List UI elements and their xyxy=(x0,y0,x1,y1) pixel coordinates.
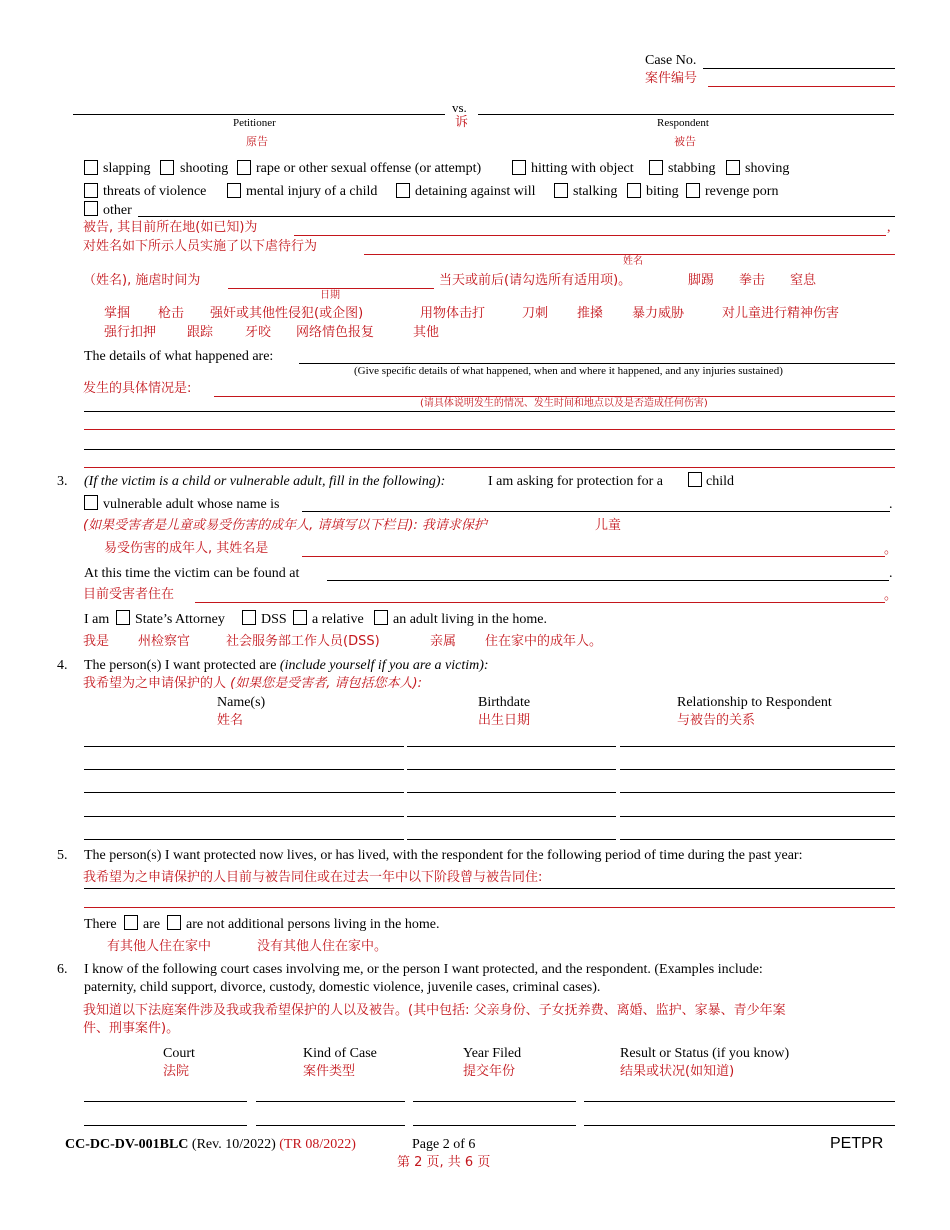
zh-victim-line xyxy=(364,254,895,255)
s3-zh-role-2: 亲属 xyxy=(430,634,457,649)
s5-text: The person(s) I want protected now lives, or has lived, with the respondent for the following period of time during the past year: xyxy=(84,848,803,863)
opt-revenge-porn: revenge porn xyxy=(705,184,779,199)
footer-form-id: CC-DC-DV-001BLC xyxy=(65,1137,189,1152)
s3-zh-location-line xyxy=(195,602,885,603)
s3-zh-role-3: 住在家中的成年人。 xyxy=(485,634,603,649)
s5-are: are xyxy=(143,917,161,932)
s3-child: child xyxy=(706,474,734,489)
vs-label-zh: 诉 xyxy=(455,115,469,130)
s6-text-zh-1: 我知道以下法庭案件涉及我或我希望保护的人以及被告。(其中包括: 父亲身份、子女抚养费、离婚、监护、家暴、青少年案 xyxy=(83,1003,786,1018)
checkbox-hitting[interactable] xyxy=(512,160,526,175)
s4-row5-birth-line[interactable] xyxy=(407,839,616,840)
s3-zh-role-1: 社会服务部工作人员(DSS) xyxy=(226,634,380,649)
case-no-label-zh: 案件编号 xyxy=(645,71,698,86)
opt-biting: biting xyxy=(646,184,679,199)
s4-col-birth-zh: 出生日期 xyxy=(478,713,531,728)
s6-row1-year-line[interactable] xyxy=(413,1101,576,1102)
vs-label: vs. xyxy=(452,100,467,115)
s3-zh-period-1: 。 xyxy=(884,542,898,557)
zh-abuse-line3-a: （姓名), 施虐时间为 xyxy=(83,273,201,288)
zh-opt-bite: 牙咬 xyxy=(245,325,272,340)
zh-opt-threat: 暴力威胁 xyxy=(632,306,685,321)
details-hint-zh: (请具体说明发生的情况、发生时间和地点以及是否造成任何伤害) xyxy=(420,398,708,409)
s5-are-not-zh: 没有其他人住在家中。 xyxy=(257,939,388,954)
checkbox-threats[interactable] xyxy=(84,183,98,198)
s3-period-1: . xyxy=(889,497,893,512)
checkbox-dss[interactable] xyxy=(242,610,256,625)
s5-are-zh: 有其他人住在家中 xyxy=(107,939,212,954)
s3-role-dss: DSS xyxy=(261,612,287,627)
s4-title-zh xyxy=(83,677,422,690)
zh-opt-stab: 刀刺 xyxy=(522,306,549,321)
details-label: The details of what happened are: xyxy=(84,349,274,364)
s6-row1-result-line[interactable] xyxy=(584,1101,895,1102)
checkbox-stabbing[interactable] xyxy=(649,160,663,175)
checkbox-stalking[interactable] xyxy=(554,183,568,198)
s3-zh-i-am: 我是 xyxy=(83,634,110,649)
s3-period-2: . xyxy=(889,566,893,581)
details-zh-line-3 xyxy=(84,467,895,468)
opt-rape: rape or other sexual offense (or attempt) xyxy=(256,161,482,176)
s4-col-names: Name(s) xyxy=(217,695,266,710)
s4-row2-rel-line[interactable] xyxy=(620,769,895,770)
details-zh-line-2 xyxy=(84,429,895,430)
checkbox-mental-injury[interactable] xyxy=(227,183,241,198)
checkbox-other[interactable] xyxy=(84,201,98,216)
zh-opt-hit: 用物体击打 xyxy=(420,306,486,321)
petitioner-label-zh: 原告 xyxy=(246,135,268,148)
s4-col-birth: Birthdate xyxy=(478,695,531,710)
checkbox-slapping[interactable] xyxy=(84,160,98,175)
details-zh-line-1 xyxy=(214,396,895,397)
zh-date-label: 日期 xyxy=(320,290,340,301)
s4-row5-name-line[interactable] xyxy=(84,839,404,840)
s3-zh-intro: (如果受害者是儿童或易受伤害的成年人, 请填写以下栏目): 我请求保护 xyxy=(83,518,487,533)
victim-location-line[interactable] xyxy=(327,580,889,581)
s6-col-year-zh: 提交年份 xyxy=(463,1064,516,1079)
zh-opt-stalk: 跟踪 xyxy=(187,325,214,340)
footer-form-id-line xyxy=(65,1138,356,1152)
checkbox-shoving[interactable] xyxy=(726,160,740,175)
zh-opt-shoot: 枪击 xyxy=(158,306,185,321)
s6-row2-year-line[interactable] xyxy=(413,1125,576,1126)
s6-row2-result-line[interactable] xyxy=(584,1125,895,1126)
zh-opt-shove: 推搡 xyxy=(577,306,604,321)
s5-period-line[interactable] xyxy=(84,888,895,889)
footer-tr: (TR 08/2022) xyxy=(279,1137,356,1152)
s4-col-names-zh: 姓名 xyxy=(217,713,244,728)
details-hint: (Give specific details of what happened, when and where it happened, and any injuries sustained) xyxy=(354,365,783,377)
s5-text-zh: 我希望为之申请保护的人目前与被告同住或在过去一年中以下阶段曾与被告同住: xyxy=(83,870,543,885)
s4-number: 4. xyxy=(57,658,68,673)
zh-opt-other: 其他 xyxy=(413,325,440,340)
s4-row3-birth-line[interactable] xyxy=(407,792,616,793)
petitioner-line[interactable] xyxy=(73,114,445,115)
s4-row2-name-line[interactable] xyxy=(84,769,404,770)
checkbox-child[interactable] xyxy=(688,472,702,487)
s3-found-at-zh: 目前受害者住在 xyxy=(83,587,175,602)
s3-zh-vuln: 易受伤害的成年人, 其姓名是 xyxy=(104,541,269,556)
opt-slapping: slapping xyxy=(103,161,151,176)
opt-other: other xyxy=(103,203,132,218)
zh-opt-rape: 强奸或其他性侵犯(或企图) xyxy=(210,306,364,321)
s6-number: 6. xyxy=(57,962,68,977)
footer-code: PETPR xyxy=(830,1135,884,1152)
zh-abuse-line1: 被告, 其目前所在地(如已知)为 xyxy=(83,220,258,235)
zh-opt-punch: 拳击 xyxy=(739,273,766,288)
case-no-zh-line xyxy=(708,86,895,87)
zh-opt-slap: 掌掴 xyxy=(104,306,131,321)
zh-abuse-line3-b: 当天或前后(请勾选所有适用项)。 xyxy=(439,273,632,288)
opt-threats: threats of violence xyxy=(103,184,207,199)
checkbox-states-attorney[interactable] xyxy=(116,610,130,625)
s6-col-court: Court xyxy=(163,1046,195,1061)
details-line-1[interactable] xyxy=(299,363,895,364)
zh-name-label: 姓名 xyxy=(623,256,643,267)
s4-title-zh-italic: (如果您是受害者, 请包括您本人): xyxy=(230,676,422,691)
checkbox-are[interactable] xyxy=(124,915,138,930)
details-label-zh: 发生的具体情况是: xyxy=(83,381,192,396)
s6-row1-court-line[interactable] xyxy=(84,1101,247,1102)
s4-col-relationship-zh: 与被告的关系 xyxy=(677,713,756,728)
s4-row1-rel-line[interactable] xyxy=(620,746,895,747)
s6-col-kind-zh: 案件类型 xyxy=(303,1064,356,1079)
s5-period-zh-line xyxy=(84,907,895,908)
case-no-input-line[interactable] xyxy=(703,68,895,69)
s4-row4-name-line[interactable] xyxy=(84,816,404,817)
s3-role-adult-in-home: an adult living in the home. xyxy=(393,612,547,627)
victim-name-line[interactable] xyxy=(302,511,890,512)
petitioner-label: Petitioner xyxy=(233,117,276,129)
s6-row2-kind-line[interactable] xyxy=(256,1125,405,1126)
s3-role-relative: a relative xyxy=(312,612,364,627)
checkbox-are-not[interactable] xyxy=(167,915,181,930)
checkbox-adult-in-home[interactable] xyxy=(374,610,388,625)
s4-title-italic: (include yourself if you are a victim): xyxy=(279,658,489,673)
checkbox-revenge-porn[interactable] xyxy=(686,183,700,198)
opt-mental-injury: mental injury of a child xyxy=(246,184,378,199)
footer-page: Page 2 of 6 xyxy=(412,1137,476,1152)
s3-intro-rest: I am asking for protection for a xyxy=(488,474,663,489)
s3-role-states-attorney: State’s Attorney xyxy=(135,612,225,627)
s5-are-not: are not additional persons living in the home. xyxy=(186,917,440,932)
s3-zh-period-2: 。 xyxy=(884,588,898,603)
s5-number: 5. xyxy=(57,848,68,863)
respondent-label-zh: 被告 xyxy=(674,135,696,148)
s4-col-relationship: Relationship to Respondent xyxy=(677,695,832,710)
footer-rev: (Rev. 10/2022) xyxy=(191,1137,276,1152)
s4-title-zh-text: 我希望为之申请保护的人 xyxy=(83,676,227,691)
s4-title xyxy=(84,659,489,673)
s6-text-zh-2: 件、刑事案件)。 xyxy=(83,1021,180,1036)
s5-there: There xyxy=(84,917,117,932)
zh-opt-mental: 对儿童进行精神伤害 xyxy=(722,306,840,321)
opt-detaining: detaining against will xyxy=(415,184,536,199)
zh-opt-revenge: 网络情色报复 xyxy=(296,325,375,340)
opt-hitting: hitting with object xyxy=(531,161,634,176)
zh-comma: , xyxy=(887,220,891,235)
s3-zh-role-0: 州检察官 xyxy=(138,634,191,649)
details-line-3[interactable] xyxy=(84,449,895,450)
s3-intro-italic: (If the victim is a child or vulnerable adult, fill in the following): xyxy=(84,474,446,489)
s6-text-2: paternity, child support, divorce, custody, domestic violence, juvenile cases, criminal cases). xyxy=(84,980,601,995)
s3-number: 3. xyxy=(57,474,68,489)
other-input-line[interactable] xyxy=(138,216,895,217)
s4-title-text: The person(s) I want protected are xyxy=(84,658,277,673)
opt-shoving: shoving xyxy=(745,161,790,176)
details-line-2[interactable] xyxy=(84,411,895,412)
s6-col-court-zh: 法院 xyxy=(163,1064,190,1079)
s3-i-am: I am xyxy=(84,612,110,627)
s6-col-result-zh: 结果或状况(如知道) xyxy=(620,1064,735,1079)
s4-row5-rel-line[interactable] xyxy=(620,839,895,840)
s3-zh-child: 儿童 xyxy=(595,518,622,533)
opt-stalking: stalking xyxy=(573,184,618,199)
zh-opt-choke: 窒息 xyxy=(790,273,817,288)
s4-row3-name-line[interactable] xyxy=(84,792,404,793)
s6-row2-court-line[interactable] xyxy=(84,1125,247,1126)
s3-zh-name-line xyxy=(302,556,885,557)
s6-text-1: I know of the following court cases involving me, or the person I want protected, and the respondent. (Examples include: xyxy=(84,962,763,977)
s4-row1-name-line[interactable] xyxy=(84,746,404,747)
checkbox-vulnerable-adult[interactable] xyxy=(84,495,98,510)
s6-col-result: Result or Status (if you know) xyxy=(620,1046,790,1061)
zh-opt-detain: 强行扣押 xyxy=(104,325,157,340)
checkbox-detaining[interactable] xyxy=(396,183,410,198)
s4-row4-birth-line[interactable] xyxy=(407,816,616,817)
checkbox-relative[interactable] xyxy=(293,610,307,625)
s4-row1-birth-line[interactable] xyxy=(407,746,616,747)
checkbox-rape[interactable] xyxy=(237,160,251,175)
opt-shooting: shooting xyxy=(180,161,229,176)
footer-page-zh: 第 2 页, 共 6 页 xyxy=(397,1155,491,1170)
case-no-label: Case No. xyxy=(645,53,697,68)
zh-date-line xyxy=(228,288,434,289)
zh-location-line xyxy=(294,235,886,236)
respondent-line[interactable] xyxy=(478,114,894,115)
s4-row4-rel-line[interactable] xyxy=(620,816,895,817)
s4-row3-rel-line[interactable] xyxy=(620,792,895,793)
s6-col-year: Year Filed xyxy=(463,1046,522,1061)
respondent-label: Respondent xyxy=(657,117,709,129)
s6-col-kind: Kind of Case xyxy=(303,1046,377,1061)
opt-stabbing: stabbing xyxy=(668,161,716,176)
s3-vuln-adult: vulnerable adult whose name is xyxy=(103,497,280,512)
s3-found-at: At this time the victim can be found at xyxy=(84,566,300,581)
zh-abuse-line2: 对姓名如下所示人员实施了以下虐待行为 xyxy=(83,239,318,254)
checkbox-shooting[interactable] xyxy=(160,160,174,175)
s4-row2-birth-line[interactable] xyxy=(407,769,616,770)
checkbox-biting[interactable] xyxy=(627,183,641,198)
zh-opt-kick: 脚踢 xyxy=(688,273,715,288)
s6-row1-kind-line[interactable] xyxy=(256,1101,405,1102)
